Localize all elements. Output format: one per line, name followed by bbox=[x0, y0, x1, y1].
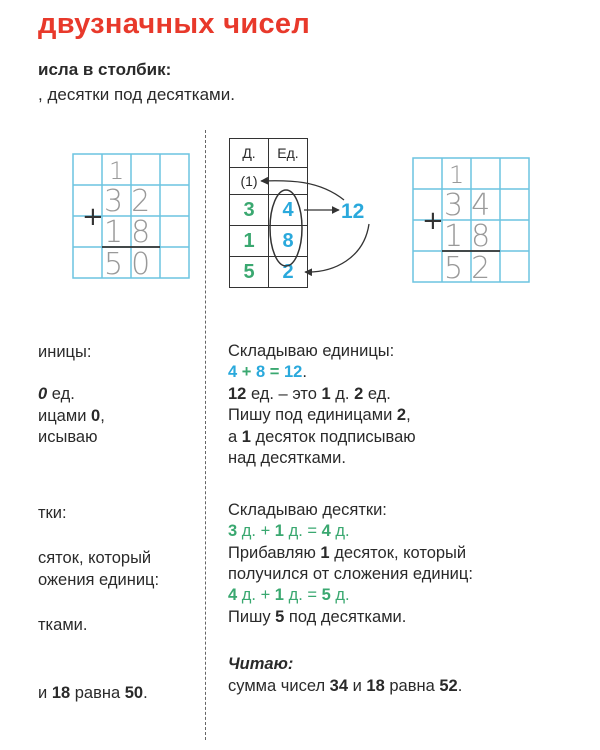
header-tens: Д. bbox=[230, 139, 269, 168]
row2-tens: 1 bbox=[230, 226, 269, 257]
left-line-1: иницы: bbox=[38, 343, 92, 361]
carry-equation: 4 д. + 1 д. = 5 д. bbox=[228, 586, 350, 605]
write-units-line: Пишу под единицами 2, bbox=[228, 406, 411, 425]
row1-tens: 3 bbox=[230, 195, 269, 226]
tens-equation: 3 д. + 1 д. = 4 д. bbox=[228, 522, 350, 541]
arrow-to-carry bbox=[261, 181, 344, 200]
left-line-8: тками. bbox=[38, 616, 88, 635]
from-units-line: получился от сложения единиц: bbox=[228, 564, 473, 583]
left-line-5: тки: bbox=[38, 503, 67, 522]
result-number: 52 bbox=[444, 251, 499, 283]
left-grid-svg bbox=[72, 153, 190, 279]
left-line-4: исываю bbox=[38, 428, 98, 447]
left-line-9: и 18 равна 50. bbox=[38, 683, 148, 702]
right-text-column bbox=[228, 341, 473, 697]
left-addition-grid bbox=[72, 153, 190, 284]
over-tens-line: над десятками. bbox=[228, 449, 346, 468]
bottom-number: 18 bbox=[444, 219, 499, 254]
final-sentence: сумма чисел 34 и 18 равна 52. bbox=[228, 676, 463, 695]
write-tens-line: Пишу 5 под десятками. bbox=[228, 607, 407, 626]
right-addition-grid bbox=[412, 157, 530, 288]
arrows-overlay bbox=[229, 138, 399, 298]
column-divider bbox=[205, 130, 206, 740]
subtitle-normal: , десятки под десятками. bbox=[38, 85, 235, 104]
left-line-3: ицами 0, bbox=[38, 406, 105, 425]
units-heading: Складываю единицы: bbox=[228, 342, 395, 360]
units-decompose-line: 12 ед. – это 1 д. 2 ед. bbox=[228, 384, 391, 403]
top-number: 32 bbox=[104, 184, 159, 219]
add-carry-line: Прибавляю 1 десяток, который bbox=[228, 543, 467, 562]
read-label: Читаю: bbox=[228, 655, 294, 674]
left-line-7: ожения единиц: bbox=[38, 570, 160, 589]
plus-sign: + bbox=[82, 202, 104, 232]
row2-units: 8 bbox=[269, 226, 308, 257]
carry-digit: 1 bbox=[109, 157, 125, 185]
carry-ten-line: а 1 десяток подписываю bbox=[228, 427, 416, 446]
carry-digit: 1 bbox=[449, 161, 465, 189]
left-line-2: 0 ед. bbox=[38, 385, 75, 404]
units-ellipse bbox=[270, 190, 302, 266]
plus-sign: + bbox=[422, 206, 444, 236]
left-line-6: сяток, который bbox=[38, 549, 152, 568]
units-sum-label: 12 bbox=[341, 200, 365, 223]
page-title: двузначных чисел bbox=[38, 8, 311, 40]
row1-units: 4 bbox=[269, 195, 308, 226]
tens-heading: Складываю десятки: bbox=[228, 500, 387, 519]
bottom-number: 18 bbox=[104, 215, 159, 250]
row3-units: 2 bbox=[269, 257, 308, 288]
header-units: Ед. bbox=[269, 139, 308, 168]
units-equation: 4 + 8 = 12. bbox=[228, 363, 307, 382]
carry-cell: (1) bbox=[230, 168, 269, 195]
arrow-to-units-result bbox=[305, 224, 369, 272]
right-grid-svg bbox=[412, 157, 530, 283]
top-number: 34 bbox=[444, 188, 499, 223]
row3-tens: 5 bbox=[230, 257, 269, 288]
left-text-column bbox=[38, 342, 159, 704]
subtitle-bold: исла в столбик: bbox=[38, 60, 172, 79]
result-number: 50 bbox=[104, 247, 159, 279]
